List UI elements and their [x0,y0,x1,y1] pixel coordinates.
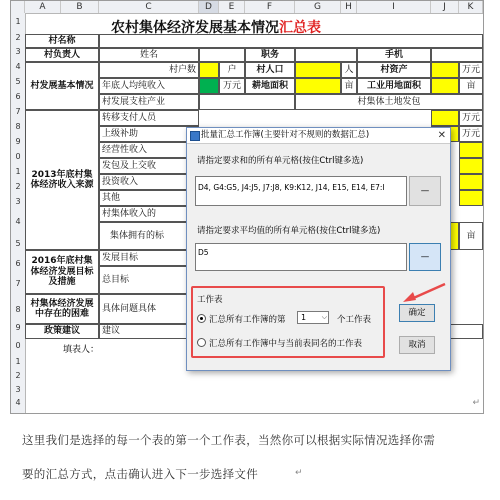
row-header[interactable]: 9 [15,323,21,332]
row-header[interactable]: 9 [15,137,21,146]
row-header[interactable]: 1 [15,17,21,26]
cell-j7[interactable] [431,110,459,126]
row-header[interactable]: 4 [15,398,21,407]
option-same-name-label: 汇总所有工作簿中与当前表同名的工作表 [209,339,363,349]
cell-industrial-label[interactable]: 工业用地面积 [357,78,431,94]
cell-income-row-11[interactable]: 投资收入 [99,174,199,190]
chevron-down-icon[interactable]: ⌵ [321,313,327,321]
sheet-index-select[interactable] [297,311,329,324]
row-header-bar [11,13,26,413]
column-header-i[interactable]: I [357,1,431,13]
cell-households-value[interactable] [199,62,219,78]
cell-income-value[interactable] [199,78,219,94]
cell-population-value[interactable] [295,62,341,78]
cell-income-row-14[interactable]: 集体拥有的标 [99,222,199,250]
cell-assets-label[interactable]: 村资产 [357,62,431,78]
ok-button[interactable]: 确定 [399,304,435,322]
paragraph-mark-icon: ↵ [472,398,480,408]
row-header[interactable]: 8 [15,122,21,131]
avg-cells-picker-button[interactable]: — [409,243,441,271]
worksheet-group-label: 工作表 [197,295,223,305]
app-icon [190,131,200,141]
cell-income-row-13[interactable]: 村集体收入的 [99,206,199,222]
cell-income-row-10[interactable]: 发包及上交收 [99,158,199,174]
column-header-bar [11,1,483,14]
row-header[interactable]: 6 [15,259,21,268]
cell-income-row-8[interactable]: 上级补助 [99,126,199,142]
cell-overall-target-row[interactable]: 总目标 [99,266,199,294]
column-header-b[interactable]: B [61,1,99,13]
cell-assets-value[interactable] [431,62,459,78]
avg-cells-label: 请指定要求平均值的所有单元格(按住Ctrl键多选) [197,226,381,236]
cell-specific-issues[interactable]: 具体问题具体 [99,294,199,324]
column-header-a[interactable]: A [25,1,61,13]
cell-village-name-label[interactable]: 村名称 [25,34,99,48]
row-header[interactable]: 4 [15,217,21,226]
option-same-name-radio[interactable] [197,338,206,347]
cell-post-value[interactable] [295,48,357,62]
cell-k14[interactable]: 亩 [459,222,483,250]
caption-line-1: 这里我们是选择的每一个表的第一个工作表，当然你可以根据实际情况选择你需 [22,433,435,447]
cell-k9[interactable] [459,142,483,158]
cell-k11[interactable] [459,174,483,190]
paragraph-mark-icon: ↵ [295,468,303,478]
column-header-h[interactable]: H [341,1,357,13]
cell-households-label[interactable]: 村户数 [99,62,199,78]
row-header[interactable]: 6 [15,92,21,101]
row-header[interactable]: 1 [15,357,21,366]
cancel-button[interactable]: 取消 [399,336,435,354]
cell-land-unit[interactable]: 亩 [341,78,357,94]
row-header[interactable]: 7 [15,107,21,116]
sheet-index-value: 1 [301,313,307,322]
cell-k12[interactable] [459,190,483,206]
column-header-c[interactable]: C [99,1,199,13]
row-header[interactable]: 0 [15,341,21,350]
cell-section-policy[interactable]: 政策建议 [25,324,99,339]
cell-name-label[interactable]: 姓名 [99,48,199,62]
option-nth-sheet-radio[interactable] [197,314,206,323]
row-header[interactable]: 1 [15,167,21,176]
red-arrow-annotation-icon [399,278,449,304]
cell-industrial-unit[interactable]: 亩 [459,78,483,94]
cell-leader-label[interactable]: 村负责人 [25,48,99,62]
cell-income-label[interactable]: 年底人均纯收入 [99,78,199,94]
cell-income-row-7[interactable]: 转移支付人员 [99,110,199,126]
sheet-title-main: 农村集体经济发展基本情况 [111,20,279,36]
option-nth-sheet-suffix: 个工作表 [337,315,372,325]
spreadsheet-screenshot [10,0,484,414]
option-nth-sheet-prefix: 汇总所有工作簿的第 [209,315,286,325]
cell-land-label[interactable]: 耕地面积 [245,78,295,94]
cell-section-basic[interactable]: 村发展基本情况 [25,62,99,110]
column-header-j[interactable]: J [431,1,459,13]
cell-land-value[interactable] [295,78,341,94]
cell-name-value[interactable] [199,48,245,62]
row-header[interactable]: 3 [15,47,21,56]
column-header-e[interactable]: E [219,1,245,13]
cell-collective-land-label[interactable]: 村集体土地发包 [295,94,483,110]
sum-cells-picker-button[interactable]: — [409,176,441,206]
column-header-d[interactable]: D [199,1,219,13]
row-header[interactable]: 3 [15,197,21,206]
row-header[interactable]: 4 [15,62,21,71]
caption-line-2: 要的汇总方式，点击确认进入下一步选择文件 [22,467,258,481]
cell-section-2016[interactable]: 2016年底村集体经济发展目标及措施 [25,250,99,294]
row-header[interactable]: 7 [15,279,21,288]
cell-filler-label[interactable]: 填表人： [63,345,100,355]
cell-target-row[interactable]: 发展目标 [99,250,199,266]
sum-cells-input[interactable]: D4, G4:G5, J4:J5, J7:J8, K9:K12, J14, E15, E14, E7:I [195,176,407,206]
dialog-titlebar[interactable] [187,128,450,144]
row-header[interactable]: 0 [15,152,21,161]
cell-income-row-9[interactable]: 经营性收入 [99,142,199,158]
row-header[interactable]: 5 [15,239,21,248]
row-header[interactable]: 8 [15,305,21,314]
cell-industrial-value[interactable] [431,78,459,94]
row-header[interactable]: 3 [15,385,21,394]
corner-cell[interactable] [11,1,25,13]
sum-cells-label: 请指定要求和的所有单元格(按住Ctrl键多选) [197,156,364,166]
row-header[interactable]: 2 [15,33,21,42]
cell-households-unit[interactable]: 户 [219,62,245,78]
close-icon[interactable]: ✕ [437,130,446,141]
row-header[interactable]: 2 [15,182,21,191]
cell-section-income[interactable]: 2013年底村集体经济收入来源 [25,110,99,250]
cell-k10[interactable] [459,158,483,174]
cell-population-unit[interactable]: 人 [341,62,357,78]
cell-village-name-value[interactable] [99,34,483,48]
cell-income-row-12[interactable]: 其他 [99,190,199,206]
column-header-k[interactable]: K [459,1,483,13]
cell-industry-label[interactable]: 村发展支柱产业 [99,94,199,110]
avg-cells-input[interactable]: D5 [195,243,407,271]
cell-phone-label[interactable]: 手机 [357,48,431,62]
cell-k7[interactable]: 万元 [459,110,483,126]
cell-post-label[interactable]: 职务 [245,48,295,62]
column-header-g[interactable]: G [295,1,341,13]
cell-phone-value[interactable] [431,48,483,62]
cell-suggestion[interactable]: 建议 [99,324,483,339]
column-header-f[interactable]: F [245,1,295,13]
cell-population-label[interactable]: 村人口 [245,62,295,78]
dialog-title: 批量汇总工作簿(主要针对不规则的数据汇总) [201,130,370,140]
cell-k8[interactable]: 万元 [459,126,483,142]
cell-assets-unit[interactable]: 万元 [459,62,483,78]
cell-income-unit[interactable]: 万元 [219,78,245,94]
row-header[interactable]: 2 [15,371,21,380]
cell-industry-value[interactable] [199,94,295,110]
batch-summary-dialog [186,127,451,371]
sheet-title-highlight: 汇总表 [279,20,321,36]
cell-section-difficulties[interactable]: 村集体经济发展中存在的困难 [25,294,99,324]
row-header[interactable]: 5 [15,77,21,86]
